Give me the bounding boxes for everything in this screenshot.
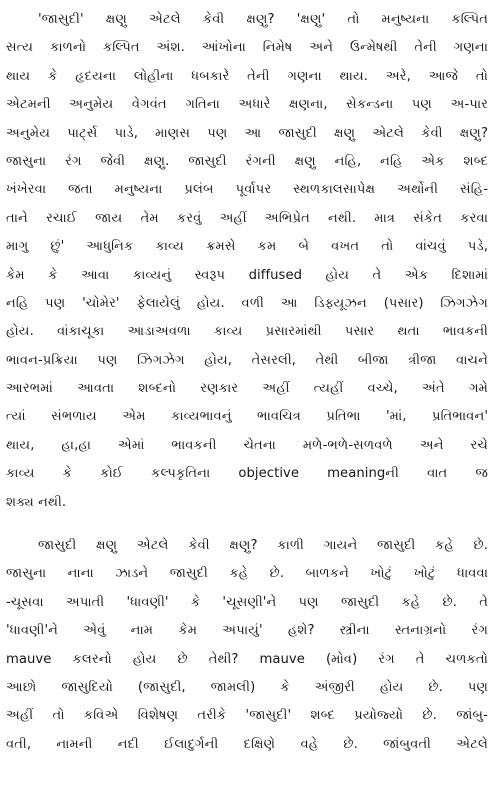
paragraph-1-line: એટમની અનુમેય વેગવંત ગતિના અધારે ક્ષણના, સેકન્ડના પણ અ-પાર [6, 97, 488, 113]
paragraph-1-line: કેમ કે આવા કાવ્યનું સ્વરૂપ diffused હોય તે એક દિશામાં [6, 267, 488, 283]
paragraph-1 [6, 6, 488, 517]
paragraph-1-line: 'જાસુદી' ક્ષણુ એટલે કેવી ક્ષણુ? 'ક્ષણુ' તો મનુષ્યના કલ્પિત [38, 12, 488, 27]
paragraph-1-line: ભાવન-પ્રક્રિયા પણ ઝિગઝેગ હોય, તેસરલી, તેથી બીજા ત્રીજા વાચને [6, 352, 488, 368]
paragraph-1-line: અનુમેય પાર્ટ્સ પાડે, માણસ પણ આ જાસુદી ક્ષણુ એટલે કેવી ક્ષણુ? [6, 125, 488, 141]
paragraph-2-line: વતી, નામની નદી ઈલાદુર્ગની દક્ષિણે વહે છે. જાંબુવતી એટલે [6, 736, 488, 752]
paragraph-2-line: 'ધાવણી'ને એવું નામ કેમ અપાયું' હશે? સ્ત્રીના સ્તનાગ્રનો રંગ [6, 623, 488, 639]
paragraph-1-line: થાય કે હૃદયના લોહીના ધબકારે તેની ગણના થાય. અરે, આજે તો [6, 68, 488, 84]
paragraph-2-line: જાસુના નાના ઝાડને જાસુદી કહે છે. બાળકને ખોટું ખોટું ધાવવા [6, 566, 488, 582]
paragraph-2-line: mauve કલરનો હોય છે તેથી? mauve (મોવ) રંગ તે ચળકતો [6, 651, 488, 667]
paragraph-1-line: હોય. વાંકાચૂકા આડાઅવળા કાવ્ય પ્રસારમાંથી પસાર થતા ભાવકની [6, 324, 488, 340]
paragraph-1-line: શક્ય નથી. [6, 494, 67, 510]
paragraph-1-line: જાસુના રંગ જેવી ક્ષણુ. જાસુદી રંગની ક્ષણુ નહિ, નહિ એક શબ્દ [6, 153, 488, 169]
paragraph-1-line: તાને રચાઈ જાય તેમ કરવું અહીં અભિપ્રેત નથી. માત્ર સંકેત કરવા [6, 210, 488, 226]
paragraph-2 [6, 532, 488, 759]
paragraph-1-line: થાય, હા,હા એમાં ભાવકની ચેતના મળે-ભળે-સળવળે અને રચે [6, 437, 488, 453]
paragraph-2-line: જાસુદી ક્ષણુ એટલે કેવી ક્ષણુ? કાળી ગાયને જાસુદી કહે છે. [38, 538, 488, 553]
paragraph-1-line: ત્યાં સંભળાય એમ કાવ્યભાવનું ભાવચિત્ર પ્રતિભા 'માં, પ્રતિભાવન' [6, 409, 488, 425]
paragraph-1-line: આરભમાં આવતા શબ્દનો રણકાર અહીં ત્યહીં વચ્ચે, અંતે ગમે [6, 381, 488, 397]
paragraph-1-line: કાવ્ય કે કોઈ કલ્પકૃતિના objective meaningની વાત જ [6, 466, 488, 482]
paragraph-2-line: અહીં તો કવિએ વિશેષણ તરીકે 'જાસુદી' શબ્દ પ્રયોજ્યો છે. જાંબુ- [6, 708, 488, 724]
paragraph-1-line: ખંખેરવા જતા મનુષ્યના પ્રલંબ પૂર્વાપર સ્થળકાલસાપેક્ષ અર્થોની સંહિ- [6, 182, 488, 198]
paragraph-2-line: -ચૂસવા અપાતી 'ધાવણી' કે 'ચૂસણી'ને પણ જાસુદી કહે છે. તે [6, 594, 488, 610]
paragraph-1-line: નહિ પણ 'ચોમેર' ફેલાયેલું હોય. વળી આ ડિફ્યૂઝન (પસાર) ઝિગઝેગ [6, 295, 488, 311]
paragraph-1-line: સત્ય કાળનો કલ્પિત અંશ. આંખોના નિમેષ અને ઉન્મેષથી તેની ગણના [6, 40, 488, 56]
paragraph-1-line: માગુ છું' આધુનિક કાવ્ય ક્રમસે કમ બે વખત તો વાંચવું પડે, [6, 239, 488, 255]
paragraph-2-line: આછો જાસુદિયો (જાસુદી, જામલી) કે અંજીરી હોય છે. પણ [6, 679, 488, 695]
